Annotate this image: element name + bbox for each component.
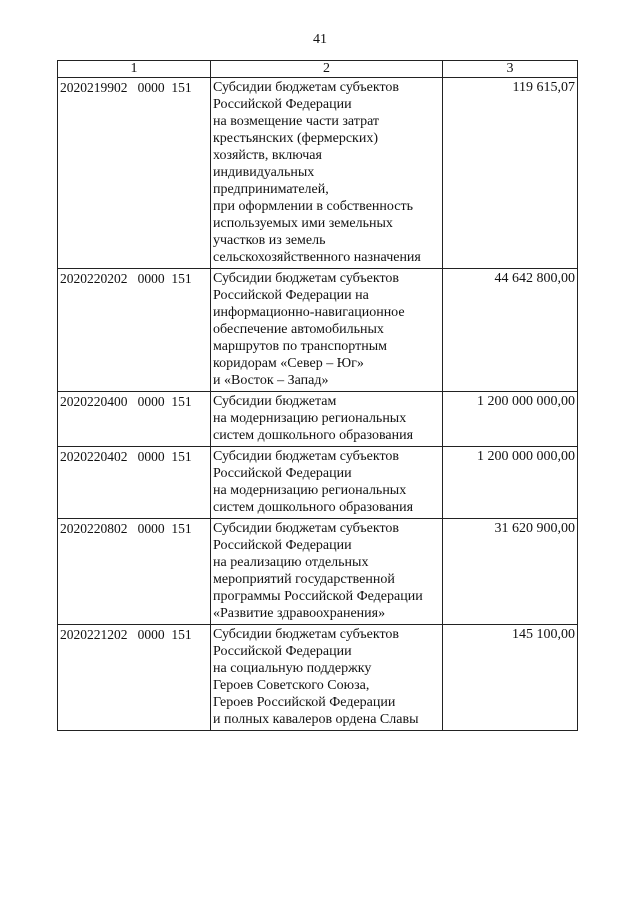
header-row <box>58 61 578 78</box>
table-row <box>58 447 578 519</box>
table-body <box>58 78 578 731</box>
budget-code: 2020219902 0000 151 <box>58 78 211 269</box>
budget-code: 2020220202 0000 151 <box>58 269 211 392</box>
column-header-3: 3 <box>443 61 578 78</box>
description: Субсидии бюджетам субъектов Российской Федерации на информационно-навигационное обеспечение автомобильных маршрутов по транспортным коридорам «Север – Юг» и «Восток – Запад» <box>211 269 443 392</box>
table-row <box>58 392 578 447</box>
amount: 119 615,07 <box>443 78 578 269</box>
table-header <box>58 61 578 78</box>
description: Субсидии бюджетам субъектов Российской Федерации на социальную поддержку Героев Советского Союза, Героев Российской Федерации и полных кавалеров ордена Славы <box>211 625 443 731</box>
column-header-1: 1 <box>58 61 211 78</box>
budget-code: 2020220400 0000 151 <box>58 392 211 447</box>
amount: 145 100,00 <box>443 625 578 731</box>
amount: 1 200 000 000,00 <box>443 392 578 447</box>
description: Субсидии бюджетам субъектов Российской Федерации на реализацию отдельных мероприятий государственной программы Российской Федерации «Развитие здравоохранения» <box>211 519 443 625</box>
budget-table <box>57 60 578 731</box>
table-row <box>58 519 578 625</box>
budget-code: 2020220402 0000 151 <box>58 447 211 519</box>
amount: 31 620 900,00 <box>443 519 578 625</box>
table-row <box>58 269 578 392</box>
amount: 44 642 800,00 <box>443 269 578 392</box>
budget-code: 2020221202 0000 151 <box>58 625 211 731</box>
description: Субсидии бюджетам субъектов Российской Федерации на возмещение части затрат крестьянских (фермерских) хозяйств, включая индивидуальных предпринимателей, при оформлении в собственность используемых ими земельных участков из земель сельскохозяйственного назначения <box>211 78 443 269</box>
page-number: 41 <box>313 32 327 47</box>
table-row <box>58 78 578 269</box>
amount: 1 200 000 000,00 <box>443 447 578 519</box>
table-row <box>58 625 578 731</box>
budget-code: 2020220802 0000 151 <box>58 519 211 625</box>
description: Субсидии бюджетам субъектов Российской Федерации на модернизацию региональных систем дошкольного образования <box>211 447 443 519</box>
column-header-2: 2 <box>211 61 443 78</box>
description: Субсидии бюджетам на модернизацию региональных систем дошкольного образования <box>211 392 443 447</box>
